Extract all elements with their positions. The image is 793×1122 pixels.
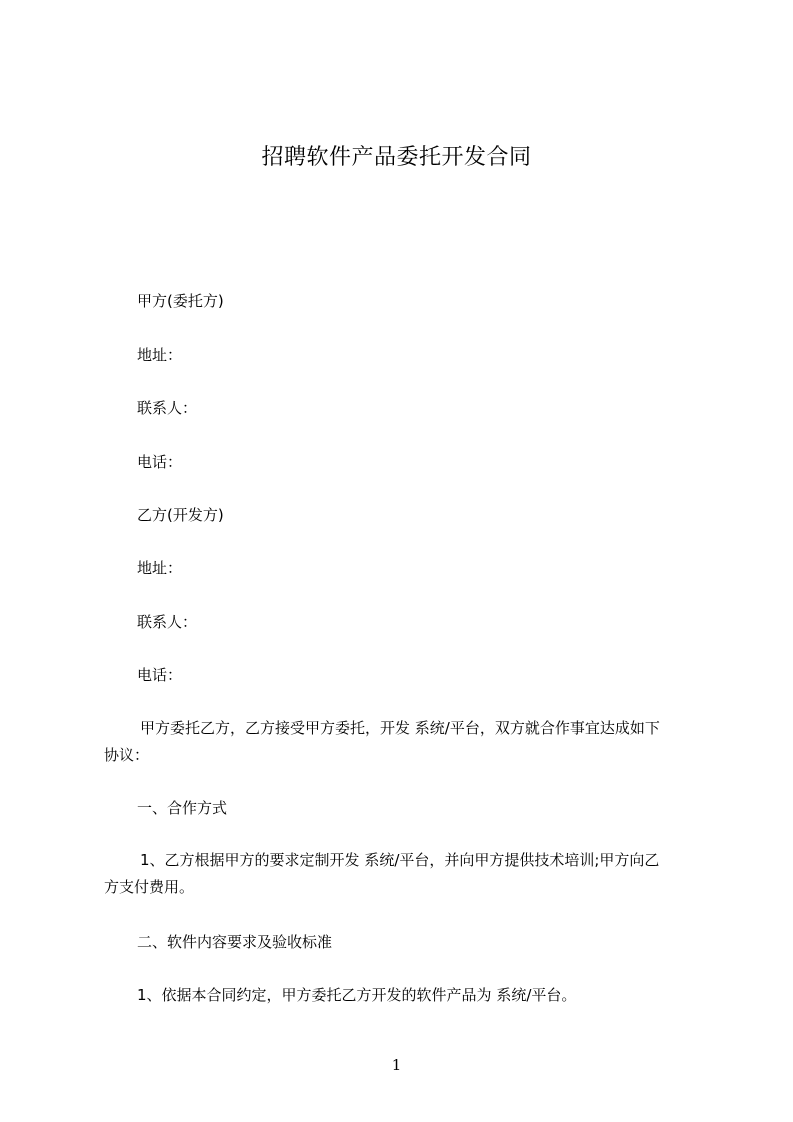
intro-line-1: 甲方委托乙方，乙方接受甲方委托，开发 系统/平台，双方就合作事宜达成如下 [140, 719, 660, 737]
party-a-address-label: 地址： [137, 346, 183, 364]
section-1-item-1 [104, 847, 704, 901]
section-1-item-1-line-2: 方支付费用。 [104, 878, 195, 896]
intro-line-2: 协议： [104, 746, 150, 764]
intro-paragraph [104, 715, 704, 769]
section-1-heading: 一、合作方式 [137, 799, 228, 817]
party-a-heading: 甲方(委托方) [137, 292, 224, 310]
party-a-phone-label: 电话： [137, 453, 183, 471]
party-b-heading: 乙方(开发方) [137, 506, 224, 524]
page-number: 1 [391, 1056, 402, 1074]
section-1-item-1-line-1: 1、乙方根据甲方的要求定制开发 系统/平台，并向甲方提供技术培训;甲方向乙 [140, 851, 660, 869]
party-b-contact-label: 联系人： [137, 613, 198, 631]
section-2-item-1: 1、依据本合同约定，甲方委托乙方开发的软件产品为 系统/平台。 [137, 986, 577, 1004]
party-a-contact-label: 联系人： [137, 399, 198, 417]
party-b-phone-label: 电话： [137, 666, 183, 684]
document-title: 招聘软件产品委托开发合同 [261, 145, 532, 170]
section-2-heading: 二、软件内容要求及验收标准 [137, 933, 333, 951]
party-b-address-label: 地址： [137, 559, 183, 577]
